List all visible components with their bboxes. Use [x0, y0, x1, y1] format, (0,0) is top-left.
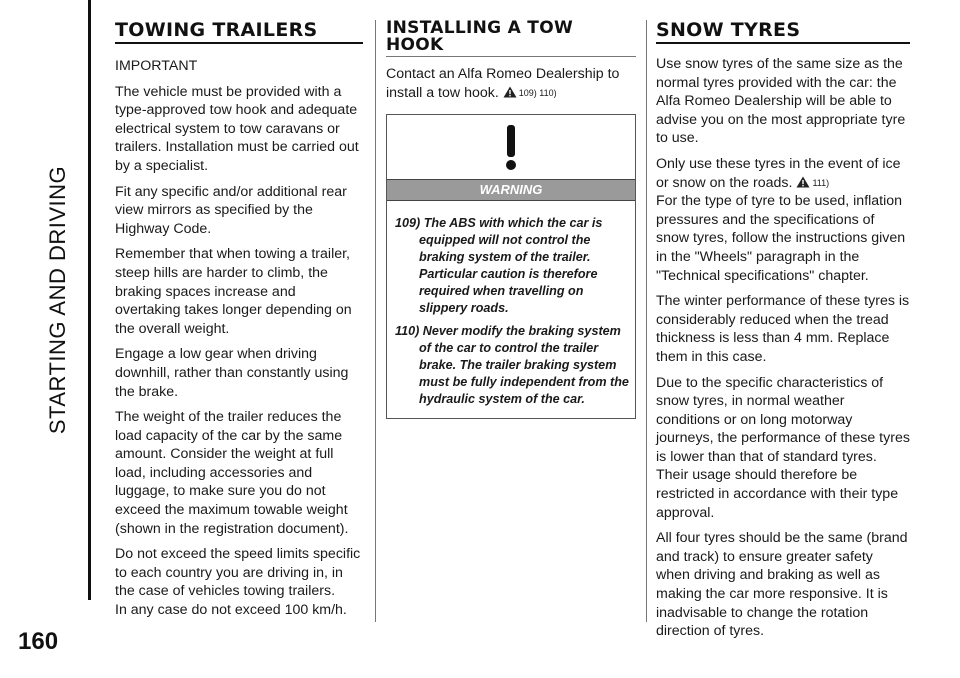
warning-title: WARNING — [387, 179, 635, 201]
sidebar-rule — [88, 0, 91, 600]
installing-tow-hook-column — [386, 20, 636, 419]
paragraph: IMPORTANT — [115, 58, 198, 74]
intro-line: install a tow hook. — [386, 84, 499, 101]
warning-item: 109) The ABS with which the car is equipped will not control the braking system of the trailer. Particular caution is therefore required when travelling on slippery roads. — [395, 216, 603, 316]
paragraph: In any case do not exceed 100 km/h. — [115, 602, 347, 619]
paragraph: The winter performance of these tyres is considerably reduced when the tread thickness is less than 4 mm. Replace them in this case. — [656, 293, 910, 365]
heading-line: INSTALLING A TOW — [386, 18, 573, 38]
page-number: 160 — [18, 628, 59, 655]
paragraph: Due to the specific characteristics of snow tyres, in normal weather conditions or on long motorway journeys, the performance of these tyres is lower than that of standard tyres. Their usage should therefore be restricted in accordance with their type approval. — [656, 374, 910, 521]
tow-hook-heading — [386, 20, 636, 54]
warning-refs: 111) — [812, 177, 830, 188]
towing-trailers-heading: TOWING TRAILERS — [115, 19, 318, 41]
tow-hook-intro — [386, 65, 636, 102]
paragraph: All four tyres should be the same (brand and track) to ensure greater safety when driving and braking as well as making the car more responsive. It is inadvisable to change the rotation direction of tyres. — [656, 530, 908, 640]
paragraph: Engage a low gear when driving downhill, rather than constantly using the brake. — [115, 346, 349, 400]
snow-tyres-heading: SNOW TYRES — [656, 19, 801, 41]
warning-refs: 109) 110) — [518, 87, 557, 98]
paragraph: Do not exceed the speed limits specific to each country you are driving in, in the case of vehicles towing trailers. — [115, 546, 361, 600]
heading-rule — [386, 56, 636, 57]
section-title: STARTING AND DRIVING — [45, 165, 70, 435]
paragraph: Use snow tyres of the same size as the normal tyres provided with the car: the Alfa Romeo Dealership will be able to advise you on the most appropriate tyre to use. — [656, 56, 906, 147]
warning-triangle-icon — [796, 176, 810, 188]
heading-line: HOOK — [386, 35, 444, 55]
warning-item: 110) Never modify the braking system of the car to control the trailer brake. The trailer braking system must be fully independent from the hydraulic system of the car. — [395, 324, 629, 407]
heading-rule — [115, 42, 363, 44]
paragraph: The weight of the trailer reduces the load capacity of the car by the same amount. Consider the weight at full load, including accessories and luggage, to make sure you do not exceed the maximum towable weight (shown in the registration document). — [115, 409, 349, 537]
heading-rule — [656, 42, 910, 44]
snow-tyres-column — [656, 20, 910, 641]
paragraph: The vehicle must be provided with a type-approved tow hook and adequate electrical system to tow caravans or trailers. Installation must be carried out by a specialist. — [115, 83, 359, 174]
paragraph: Fit any specific and/or additional rear view mirrors as specified by the Highway Code. — [115, 183, 347, 237]
paragraph-line: Only use these tyres in the event of ice — [656, 155, 901, 172]
warning-icon — [476, 117, 546, 177]
paragraph: For the type of tyre to be used, inflation pressures and the specifications of snow tyres, follow the instructions given in the "Wheels" paragraph in the "Technical specifications" chapter. — [656, 193, 906, 284]
towing-trailers-column — [115, 20, 363, 620]
paragraph: Remember that when towing a trailer, steep hills are harder to climb, the braking spaces increase and overtaking takes longer depending on the overall weight. — [115, 246, 352, 337]
column-divider — [646, 20, 647, 622]
warning-triangle-icon — [503, 86, 517, 98]
column-divider — [375, 20, 376, 622]
warning-symbol — [387, 115, 635, 179]
intro-line: Contact an Alfa Romeo Dealership to — [386, 66, 620, 82]
paragraph — [656, 155, 910, 192]
paragraph-line: or snow on the roads. — [656, 174, 793, 191]
warning-box — [386, 114, 636, 419]
